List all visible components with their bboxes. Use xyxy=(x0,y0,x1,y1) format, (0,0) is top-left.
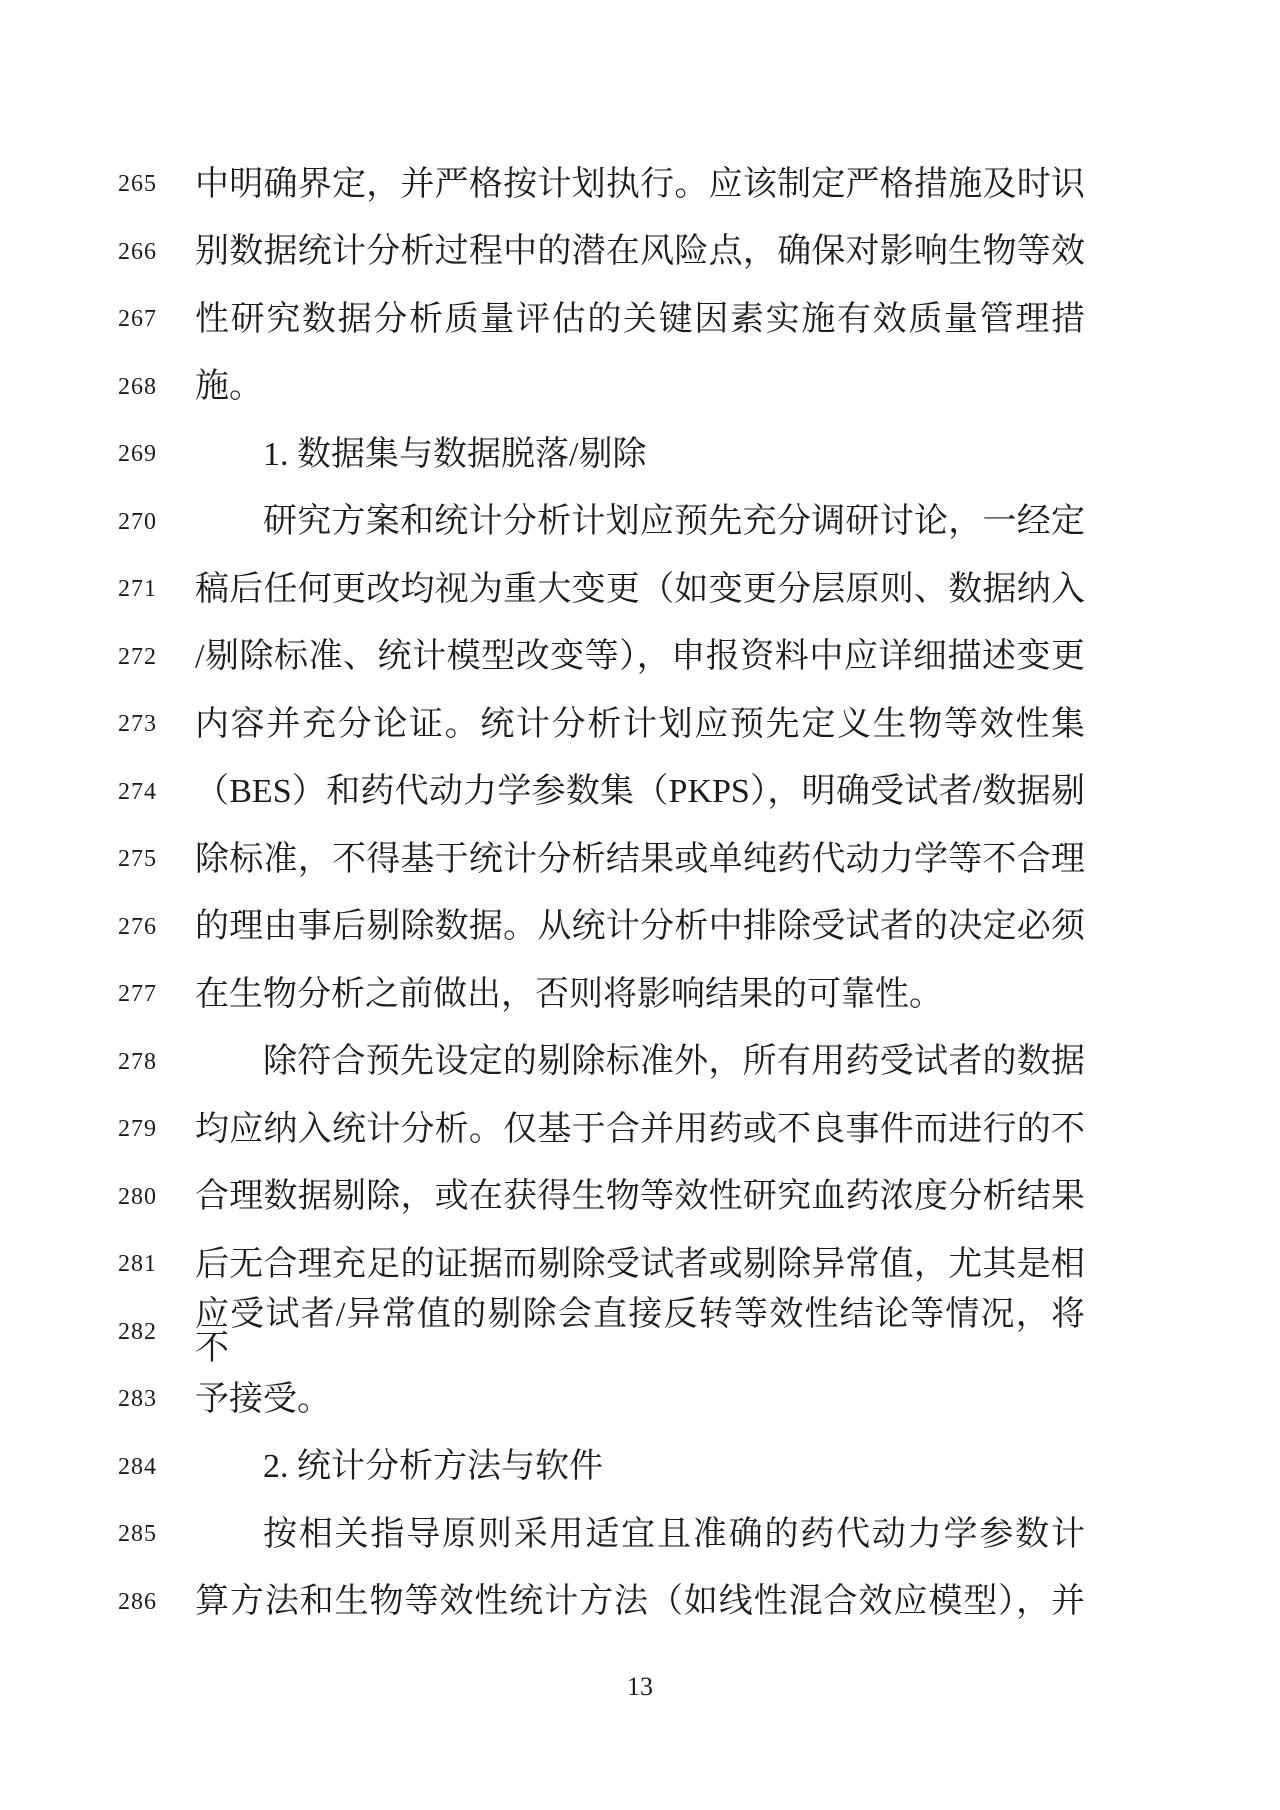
line-number: 275 xyxy=(118,846,157,873)
line-number: 270 xyxy=(118,508,157,535)
document-line xyxy=(0,1569,1280,1637)
line-number: 285 xyxy=(118,1521,157,1548)
document-line xyxy=(0,1434,1280,1502)
document-body xyxy=(0,151,1280,1636)
line-text: 除标准，不得基于统计分析结果或单纯药代动力学等不合理 xyxy=(195,840,1085,878)
line-number: 272 xyxy=(118,643,157,670)
document-line xyxy=(0,151,1280,219)
line-text: 除符合预先设定的剔除标准外，所有用药受试者的数据 xyxy=(263,1043,1085,1081)
line-number: 286 xyxy=(118,1588,157,1615)
document-line xyxy=(0,1501,1280,1569)
line-number: 274 xyxy=(118,778,157,805)
document-line xyxy=(0,489,1280,557)
line-number: 276 xyxy=(118,913,157,940)
line-number: 271 xyxy=(118,576,157,603)
line-text: 2. 统计分析方法与软件 xyxy=(263,1448,603,1486)
document-line xyxy=(0,961,1280,1029)
line-text: 予接受。 xyxy=(195,1380,331,1418)
line-number: 267 xyxy=(118,306,157,333)
document-line xyxy=(0,286,1280,354)
line-text: /剔除标准、统计模型改变等），申报资料中应详细描述变更 xyxy=(195,638,1085,676)
line-text: 按相关指导原则采用适宜且准确的药代动力学参数计 xyxy=(263,1515,1085,1553)
line-number: 278 xyxy=(118,1048,157,1075)
line-text: 研究方案和统计分析计划应预先充分调研讨论，一经定 xyxy=(263,503,1085,541)
line-number: 281 xyxy=(118,1251,157,1278)
line-text: 施。 xyxy=(195,368,263,406)
line-number: 283 xyxy=(118,1386,157,1413)
line-number: 273 xyxy=(118,711,157,738)
document-line xyxy=(0,556,1280,624)
line-text: 应受试者/异常值的剔除会直接反转等效性结论等情况，将不 xyxy=(195,1296,1085,1368)
document-line xyxy=(0,1096,1280,1164)
document-line xyxy=(0,1231,1280,1299)
line-text: （BES）和药代动力学参数集（PKPS），明确受试者/数据剔 xyxy=(195,773,1085,811)
document-line xyxy=(0,826,1280,894)
line-number: 266 xyxy=(118,238,157,265)
line-text: 别数据统计分析过程中的潜在风险点，确保对影响生物等效 xyxy=(195,233,1085,271)
line-number: 269 xyxy=(118,441,157,468)
line-text: 中明确界定，并严格按计划执行。应该制定严格措施及时识 xyxy=(195,165,1085,203)
line-number: 284 xyxy=(118,1453,157,1480)
document-line xyxy=(0,219,1280,287)
document-line xyxy=(0,1366,1280,1434)
document-line xyxy=(0,894,1280,962)
line-text: 内容并充分论证。统计分析计划应预先定义生物等效性集 xyxy=(195,705,1085,743)
document-line xyxy=(0,1029,1280,1097)
document-line xyxy=(0,354,1280,422)
document-line xyxy=(0,759,1280,827)
line-text: 的理由事后剔除数据。从统计分析中排除受试者的决定必须 xyxy=(195,908,1085,946)
line-number: 277 xyxy=(118,981,157,1008)
line-text: 合理数据剔除，或在获得生物等效性研究血药浓度分析结果 xyxy=(195,1178,1085,1216)
line-text: 1. 数据集与数据脱落/剔除 xyxy=(263,435,647,473)
line-number: 282 xyxy=(118,1318,157,1345)
line-number: 265 xyxy=(118,171,157,198)
line-text: 在生物分析之前做出，否则将影响结果的可靠性。 xyxy=(195,975,943,1013)
document-line xyxy=(0,1296,1280,1368)
line-number: 280 xyxy=(118,1183,157,1210)
page-number: 13 xyxy=(627,1672,653,1701)
line-text: 均应纳入统计分析。仅基于合并用药或不良事件而进行的不 xyxy=(195,1110,1085,1148)
document-line xyxy=(0,691,1280,759)
document-line xyxy=(0,1164,1280,1232)
line-number: 268 xyxy=(118,373,157,400)
document-line xyxy=(0,421,1280,489)
line-text: 后无合理充足的证据而剔除受试者或剔除异常值，尤其是相 xyxy=(195,1245,1085,1283)
line-number: 279 xyxy=(118,1116,157,1143)
line-text: 性研究数据分析质量评估的关键因素实施有效质量管理措 xyxy=(195,300,1085,338)
line-text: 算方法和生物等效性统计方法（如线性混合效应模型），并 xyxy=(195,1583,1085,1621)
document-line xyxy=(0,624,1280,692)
line-text: 稿后任何更改均视为重大变更（如变更分层原则、数据纳入 xyxy=(195,570,1085,608)
